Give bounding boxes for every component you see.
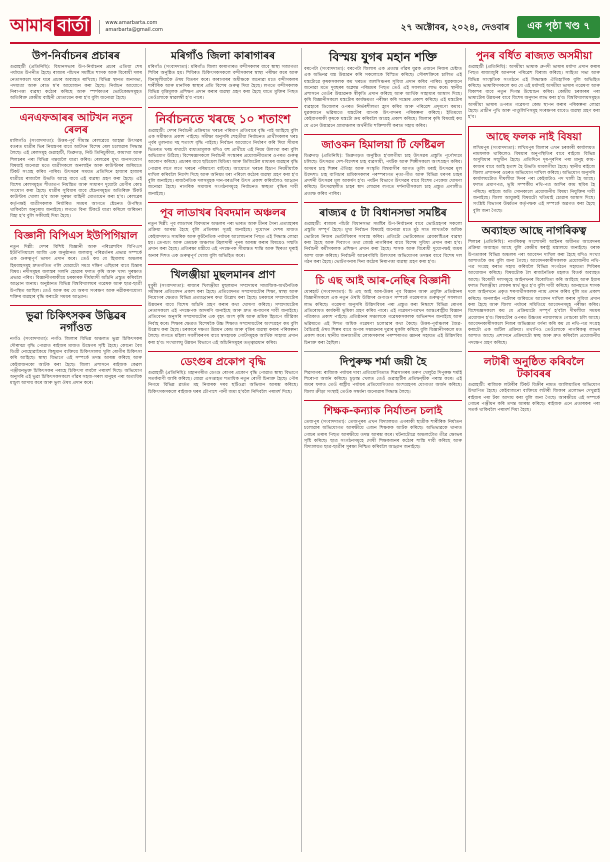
article-body: বৰপেটা (সংবাদদাতা): বৰপেটা জিলাৰ এক প্ৰত্যন্ত গাঁৱৰ যুৱক এজনে নিজৰ চেষ্টাত এক অভিনৱ যন্ত্ৰ উদ্ভাৱন কৰি সকলোকে বিস্মিত কৰিছে। সৌৰশক্তিৰে চালিত এই যন্ত্ৰটোৱে কৃষকসকলক কম খৰচত জলসিঞ্চনৰ সুবিধা প্ৰদান কৰিব পাৰিব। যুৱকজনে জনোৱা মতে দুবছৰৰ অক্লান্ত পৰিশ্ৰমৰ পিছত তেওঁ এই সফলতা লাভ কৰে। স্থানীয় প্ৰশাসনে তেওঁৰ উদ্ভাৱনক স্বীকৃতি প্ৰদান কৰিছে আৰু আৰ্থিক সাহায্যৰ আশ্বাস দিছে। কৃষি বিজ্ঞানীসকলে যন্ত্ৰটোৰ কাৰ্যক্ষমতা পৰীক্ষা কৰি সন্তোষ প্ৰকাশ কৰিছে। এই যন্ত্ৰটোৰ ব্যৱহাৰে ডিজেলৰ ওপৰত নিৰ্ভৰশীলতা হ্ৰাস কৰিব আৰু পৰিৱেশ প্ৰদূষণো কমাব। যুৱকজনে ভৱিষ্যতে যন্ত্ৰটোৰ ব্যাপক উৎপাদনৰ পৰিকল্পনা কৰিছে। ইতিমধ্যে কেইবাগৰাকী কৃষকে যন্ত্ৰটো ক্ৰয় কৰিবলৈ আগ্ৰহ প্ৰকাশ কৰিছে। জিলাৰ কৃষি বিষয়াই কয় যে এনে উদ্ভাৱনে গ্ৰামাঞ্চলৰ অৰ্থনীতি শক্তিশালী কৰাত সহায় কৰিব। [304, 67, 462, 129]
issue-date: ২৭ অক্টোবৰ, ২০২৪, দেওবাৰ [400, 22, 510, 33]
article-headline: নিৰ্বাচনতে খৰছে ১০ শতাংশ [155, 111, 291, 126]
logo-main-text: আমাৰ [10, 16, 53, 36]
article-body: শিৱসাগৰ: ৰাজ্যিক পৰ্যায়ৰ দাবা প্ৰতিযোগিতাত শিৱসাগৰৰ তৰুণ খেলুৱৈ দিপুৰুক্ষ শৰ্মাই শিৰোপা অৰ্জন কৰিছে। চূড়ান্ত খেলত তেওঁ গুৱাহাটীৰ প্ৰতিদ্বন্দ্বীক পৰাস্ত কৰে। এই জয়ৰ ফলত তেওঁ ৰাষ্ট্ৰীয় পৰ্যায়ৰ প্ৰতিযোগিতাত অংশগ্ৰহণৰ যোগ্যতা অৰ্জন কৰিছে। জিলা ক্ৰীড়া সংস্থাই তেওঁক সম্বৰ্ধনা জনোৱাৰ সিদ্ধান্ত লৈছে। [304, 370, 462, 395]
article-wonder-era[interactable] [304, 50, 462, 130]
article-headline: ৰাজ্যৰ ৫ টা বিধানসভা সমষ্টিৰ [319, 207, 447, 220]
article-headline: অব্যাহত আছে নাগৰিকত্ব [481, 224, 587, 237]
column-3 [304, 48, 462, 852]
article-indigenous-muslims[interactable] [148, 269, 298, 347]
article-headline: এনএফআৰৰ আটখন নতুন ৰেলৰ [19, 111, 133, 136]
article-assamese-language[interactable] [468, 50, 600, 122]
article-body: নতুন দিল্লী: পূব লাডাখৰ বিবদমান অঞ্চলৰ পৰা ভাৰত আৰু চীনৰ সৈন্য প্ৰত্যাহাৰৰ প্ৰক্ৰিয়া আৰম্ভ হৈছে বুলি প্ৰতিৰক্ষা সূত্ৰই জনাইছে। দুয়োখন দেশৰ মাজত কেইবাদফাও সামৰিক আৰু কূটনৈতিক পৰ্যায়ৰ আলোচনাৰ পিছত এই সিদ্ধান্ত লোৱা হয়। ডেপচাং আৰু ডেমচক অঞ্চলত টহলদাৰী পুনৰ আৰম্ভ কৰাৰ বিষয়েও সন্মতি প্ৰদান কৰা হৈছে। প্ৰতিৰক্ষা মন্ত্ৰীয়ে এই পদক্ষেপক সীমান্তত শান্তি আৰু স্থিৰতা ঘূৰাই অনাৰ দিশত এক গুৰুত্বপূৰ্ণ খোজ বুলি অভিহিত কৰে। [148, 222, 298, 259]
article-body: শিলচৰ (প্ৰতিনিধি): নাগৰিকত্ব সংশোধনী আইনৰ অধীনত আবেদনৰ প্ৰক্ৰিয়া অব্যাহত আছে বুলি কেন্দ্ৰীয় স্বৰাষ্ট্ৰ মন্ত্ৰালয়ে জনাইছে। বৰাক উপত্যকাৰ বিভিন্ন অঞ্চলৰ পৰা আবেদন দাখিল কৰা হৈছে যদিও সংখ্যা আশাতকৈ কম বুলি জনা গৈছে। আবেদনকাৰীসকলক প্ৰয়োজনীয় নথি-পত্ৰ সংগ্ৰহ কৰাত সহায় কৰিবলৈ বিভিন্ন সংগঠনে সহায়তা শিবিৰৰ আয়োজন কৰিছে। বিষয়টোক লৈ ৰাজনৈতিক মহলত বিতৰ্ক অব্যাহত আছে। বিৰোধী দলসমূহে আইনখনৰ বিৰোধিতা কৰি আহিছে আৰু ইয়াৰ ফলত খিলঞ্জীয়া লোকৰ স্বাৰ্থ ক্ষুণ্ণ হ'ব বুলি দাবী কৰিছে। আনহাতে শাসক দলে আইনখনে প্ৰকৃত শৰণাৰ্থীসকলক ন্যায় প্ৰদান কৰিব বুলি মত প্ৰকাশ কৰিছে। অনলাইন পৰ্টেলৰ জৰিয়তে আবেদন দাখিল কৰাৰ সুবিধা প্ৰদান কৰা হৈছে আৰু জিলা পৰ্যায়ৰ সমিতিয়ে আবেদনসমূহ পৰীক্ষা কৰিব। বিশেষজ্ঞসকলে কয় যে প্ৰক্ৰিয়াটো সম্পূৰ্ণ হ'বলৈ দীঘলীয়া সময়ৰ প্ৰয়োজন হ'ব। বিষয়টোৰ ওপৰত উচ্চতম ন্যায়ালয়ত গোচৰো চলি আছে। আবেদনকাৰীসকলে নিজৰ অভিজ্ঞতা বৰ্ণনা কৰি কয় যে নথি-পত্ৰ সংগ্ৰহ কৰাটো এক জটিল প্ৰক্ৰিয়া। তথাপিও তেওঁলোকে নাগৰিকত্ব লাভৰ আশাত আছে। প্ৰশাসনে প্ৰক্ৰিয়াটো স্বচ্ছ আৰু দ্ৰুত কৰিবলৈ প্ৰয়োজনীয় পদক্ষেপ গ্ৰহণ কৰিছে। [468, 239, 600, 346]
article-teacher-abuse[interactable] [304, 405, 462, 451]
divider [468, 351, 600, 352]
website-link[interactable]: www.amarbarta.com [105, 20, 158, 26]
article-headline: ডেংগুৰ প্ৰকোপ বৃদ্ধি [180, 355, 266, 368]
divider [10, 305, 142, 306]
article-headline: বিজ্ঞানী বিপিএস ইউপিগিয়াল [14, 229, 138, 242]
article-election-campaign[interactable] [10, 50, 142, 103]
article-headline: আছে ফলক নাই বিষয়া [486, 130, 582, 143]
divider [10, 107, 142, 108]
article-body: মৰিগাঁও (সংবাদদাতা): মৰিগাঁও জিলা কাৰাগাৰত বন্দীসকলৰ বাবে স্বাস্থ্য সজাগতা শিবিৰ অনুষ্ঠিত হয়। শিবিৰত চিকিৎসকসকলে বন্দীসকলৰ স্বাস্থ্য পৰীক্ষা কৰে আৰু বিনামূলীয়াকৈ ঔষধ বিতৰণ কৰে। কাৰাগাৰৰ অধীক্ষকে জনোৱা মতে বন্দীসকলৰ শাৰীৰিক আৰু মানসিক স্বাস্থ্যৰ প্ৰতি বিশেষ গুৰুত্ব দিয়া হৈছে। লগতে বন্দীসকলক বিভিন্ন বৃত্তিমূলক প্ৰশিক্ষণ প্ৰদান কৰাৰ ব্যৱস্থা গ্ৰহণ কৰা হৈছে যাতে মুক্তিৰ পিছত তেওঁলোকে স্বাৱলম্বী হ'ব পাৰে। [148, 65, 298, 102]
column-1 [10, 48, 142, 852]
divider [304, 351, 462, 352]
divider [148, 351, 298, 352]
divider [304, 134, 462, 135]
article-body: ধুবুৰী (সংবাদদাতা): ৰাজ্যৰ খিলঞ্জীয়া মুছলমান সম্প্ৰদায়ৰ সামাজিক-অৰ্থনৈতিক সমীক্ষাৰ প্ৰতিবেদন প্ৰকাশ কৰা হৈছে। প্ৰতিবেদনত সম্প্ৰদায়টোৰ শিক্ষা, স্বাস্থ্য আৰু নিয়োগৰ ক্ষেত্ৰত বিভিন্ন প্ৰত্যাহ্বানৰ কথা উল্লেখ কৰা হৈছে। চৰকাৰে সম্প্ৰদায়টোৰ উন্নয়নৰ বাবে বিশেষ আঁচনি গ্ৰহণ কৰাৰ কথা ঘোষণা কৰিছে। সম্প্ৰদায়টোৰ নেতাসকলে এই পদক্ষেপক আদৰণি জনাইছে আৰু দ্ৰুত ৰূপায়ণৰ দাবী জনাইছে। প্ৰতিবেদন অনুসৰি সম্প্ৰদায়টোৰ এক বৃহৎ অংশ কৃষি আৰু শ্ৰমিক হিচাপে জীৱিকা নিৰ্বাহ কৰে। শিক্ষাৰ ক্ষেত্ৰত বিশেষকৈ উচ্চ শিক্ষাত সম্প্ৰদায়টোৰ অংশগ্ৰহণ কম বুলি উল্লেখ কৰা হৈছে। চৰকাৰে দক্ষতা উন্নয়ন কেন্দ্ৰ আৰু বৃত্তিৰ ব্যৱস্থা কৰাৰ পৰিকল্পনা লৈছে। লগতে মহিলা সবলীকৰণৰ বাবে স্বসহায়ক গোটসমূহক আৰ্থিক সাহায্য প্ৰদান কৰা হ'ব। সংখ্যালঘু উন্নয়ন বিভাগে এই আঁচনিসমূহৰ তত্ত্বাৱধান কৰিব। [148, 283, 298, 346]
article-body: নগাঁও (সংবাদদাতা): নগাঁও জিলাৰ বিভিন্ন অঞ্চলত ভুৱা চিকিৎসকৰ দৌৰাত্ম্য বৃদ্ধি পোৱাত ৰাইজৰ মাজত উদ্বেগৰ সৃষ্টি হৈছে। কোনো বৈধ ডিগ্ৰী নোহোৱাকৈয়ে কিছুমান ব্যক্তিয়ে চিকিৎসালয় খুলি ৰোগীৰ চিকিৎসা কৰি আহিছে। স্বাস্থ্য বিভাগে এই সম্পৰ্কে তদন্ত আৰম্ভ কৰিছে আৰু কেইবাজনকো আটক কৰা হৈছে। জিলা প্ৰশাসনে ৰাইজক কেৱল পঞ্জীয়নভুক্ত চিকিৎসকৰ পৰাহে চিকিৎসা লবলৈ পৰামৰ্শ দিছে। অভিযোগ অনুসৰি এই ভুৱা চিকিৎসকসকলে গাঁৱৰ সহজ-সৰল মানুহৰ পৰা অত্যধিক মাচুল আদায় কৰে আৰু ভুল ঔষধ প্ৰদান কৰে। [10, 337, 142, 387]
divider [304, 270, 462, 271]
article-headline: উপ-নিৰ্বাচনৰ প্ৰচাৰৰ [32, 50, 120, 62]
column-2 [148, 48, 298, 852]
article-tea-festival[interactable] [304, 139, 462, 198]
divider [148, 202, 298, 203]
article-csir-scientists[interactable] [304, 275, 462, 347]
divider [148, 107, 298, 108]
column-4 [468, 48, 600, 852]
newspaper-logo [10, 13, 91, 41]
article-scientist[interactable] [10, 230, 142, 302]
article-body: গুৱাহাটী: ৰাজ্যিক লটাৰীৰ টিকট বিক্ৰীৰ নামত জালিয়াতিৰ অভিযোগ উত্থাপিত হৈছে। কেইবাজনো ব্যক্তিয়ে লটাৰী জিকাৰ প্ৰলোভন দেখুৱাই ৰাইজৰ পৰা টকা আদায় কৰা বুলি জনা গৈছে। আৰক্ষীয়ে এই সম্পৰ্কে গোচৰ পঞ্জীয়ন কৰি তদন্ত আৰম্ভ কৰিছে। ৰাইজক এনে প্ৰতাৰকৰ পৰা সতৰ্ক থাকিবলৈ পৰামৰ্শ দিয়া হৈছে। [468, 382, 600, 414]
article-headline: পূব লাডাখৰ বিবদমান অঞ্চলৰ [160, 207, 286, 220]
article-headline: বিস্ময় যুগৰ মহান শক্তি [329, 50, 437, 64]
article-headline: ভুৱা চিকিৎসকৰ উদ্ভিৱৰ নগাঁওত [25, 310, 127, 335]
article-headline: খিলঞ্জীয়া মুছলমানৰ প্ৰাণ [170, 268, 276, 281]
article-body: মালিগাঁও (সংবাদদাতা): উত্তৰ-পূৰ্ব সীমান্ত ৰেলৱেয়ে আহন্তা উৎসৱৰ বতৰত যাত্ৰীৰ ভিৰ নিয়ন্ত্ৰণৰ বাবে আটখন বিশেষ ৰেল চলোৱাৰ সিদ্ধান্ত লৈছে। এই ৰেলসমূহ গুৱাহাটী, ডিব্ৰুগড়, নিউ তিনিচুকীয়া, কামাখ্যা আৰু শিলচৰৰ পৰা বিভিন্ন গন্তব্যলৈ যাত্ৰা কৰিব। ৰেলৱেৰ মুখ্য জনসংযোগ বিষয়াই জনোৱা মতে যাত্ৰীসকলে অনলাইন আৰু কাউণ্টাৰৰ জৰিয়তে টিকট সংগ্ৰহ কৰিব পাৰিব। উৎসৱৰ সময়ত প্ৰতিদিনে হাজাৰ হাজাৰ যাত্ৰীয়ে ৰাজ্যলৈ উভতি আহে বাবে এই ব্যৱস্থা গ্ৰহণ কৰা হৈছে। এই বিশেষ ৰেলসমূহত শীতাতপ নিয়ন্ত্ৰিত আৰু সাধাৰণ দুয়োটা শ্ৰেণীৰ কোচ সংযোগ কৰা হৈছে। যাত্ৰীৰ সুবিধাৰ বাবে ষ্টেচনসমূহত অতিৰিক্ত টিকট কাউণ্টাৰ খোলা হ'ব আৰু সুৰক্ষা বাহিনী মোতায়েন কৰা হ'ব। ৰেলৱেৰ কৰ্তৃপক্ষই যাত্ৰীসকলক নিৰ্ধাৰিত সময়ৰ আগতে ষ্টেচনত উপস্থিত থাকিবলৈ অনুৰোধ জনাইছে। লগতে বিনা টিকটে যাত্ৰা কৰিলে জৰিমনা বিহা হ'ব বুলি সকীয়াই দিয়া হৈছে। [10, 138, 142, 220]
article-body: লখিমপুৰ (সংবাদদাতা): লখিমপুৰ জিলাৰ এখন চৰকাৰী কাৰ্যালয়ত নামফলক থাকিলেও বিষয়াৰ অনুপস্থিতিৰ বাবে ৰাইজে বিভিন্ন অসুবিধাৰ সন্মুখীন হৈছে। প্ৰতিদিনে দূৰ-দূৰণিৰ পৰা মানুহ কাম-কাজৰ বাবে আহি হতাশ হৈ উভতি যাবলগীয়া হৈছে। স্থানীয় ৰাইজে জিলা প্ৰশাসনৰ ওচৰত অভিযোগ দাখিল কৰিছে। অভিযোগ অনুসৰি কাৰ্যালয়টোত দীঘলীয়া দিনৰ পৰা কেইবাটাও পদ খালী হৈ আছে। ফলত প্ৰমাণপত্ৰ, ভূমি সম্পৰ্কীয় নথি-পত্ৰ আদিৰ কাম স্থবিৰ হৈ পৰিছে। ৰাইজে অতি সোনকালে প্ৰয়োজনীয় বিষয়া নিযুক্তিৰ দাবী জনাইছে। জিলা আয়ুক্তই বিষয়টো খতিয়াই চোৱাৰ আশ্বাস দিছে। সংশ্লিষ্ট বিভাগৰ উৰ্ধ্বতন কৰ্তৃপক্ষক এই সম্পৰ্কে অৱগত কৰা হৈছে বুলি জনা গৈছে। [473, 145, 595, 214]
article-body: গুৱাহাটী: ৰাজ্যৰ পাঁচটা বিধানসভা সমষ্টিৰ উপ-নিৰ্বাচনৰ বাবে ভোটগ্ৰহণৰ সকলো প্ৰস্তুতি সম্পূৰ্ণ হৈছে। মুখ্য নিৰ্বাচন বিষয়াই জনোৱা মতে মুঠ সাত লাখতকৈ অধিক ভোটাৰে নিজৰ ভোটাধিকাৰ সাব্যস্ত কৰিব। প্ৰতিটো ভোটকেন্দ্ৰত ৱেবকাষ্টিঙৰ ব্যৱস্থা কৰা হৈছে আৰু দিব্যাংগ তথা জ্যেষ্ঠ নাগৰিকৰ বাবে বিশেষ সুবিধা প্ৰদান কৰা হ'ব। নিৰ্বাচনী কৰ্মীসকলক প্ৰশিক্ষণ প্ৰদান কৰা হৈছে। শাসক আৰু বিৰোধী দুয়োপক্ষই জয়ৰ আশা ব্যক্ত কৰিছে। নিৰ্বাচনী আচৰণবিধি উলংঘাৰ অভিযোগৰ তদন্তৰ বাবে বিশেষ দল গঠন কৰা হৈছে। ভোটগণনাৰ দিনা কঠোৰ নিৰাপত্তা ব্যৱস্থা গ্ৰহণ কৰা হ'ব। [304, 222, 462, 265]
article-lottery[interactable] [468, 356, 600, 414]
page-number-badge: এক পৃষ্ঠা খণ্ড ৭ [517, 16, 600, 38]
article-morigaon-jail[interactable] [148, 50, 298, 103]
article-body: নতুন দিল্লী: দেশৰ বিশিষ্ট বিজ্ঞানী আৰু পৰিৱেশবিদ বিপিএস ইউপিগিয়ালে আজি এক অনুষ্ঠানত জলবায়ু পৰিৱৰ্তনৰ প্ৰভাৱ সম্পৰ্কে এক গুৰুত্বপূৰ্ণ ভাষণ প্ৰদান কৰে। তেওঁ কয় যে হিমালয় অঞ্চলৰ হিমবাহসমূহ দ্ৰুতগতিত গলি যোৱাটো সমগ্ৰ দক্ষিণ এছিয়াৰ বাবে চিন্তাৰ বিষয়। নদীসমূহৰ জলস্তৰ সলনি হোৱাৰ ফলত কৃষি আৰু খাদ্য সুৰক্ষাত প্ৰভাৱ পৰিব। বিজ্ঞানীগৰাকীয়ে চৰকাৰক দীৰ্ঘম্যাদী আঁচনি প্ৰস্তুত কৰিবলৈ আহ্বান জনায়। অনুষ্ঠানত বিভিন্ন বিশ্ববিদ্যালয়ৰ গৱেষক আৰু ছাত্ৰ-ছাত্ৰী উপস্থিত আছিল। তেওঁ আৰু কয় যে অৰণ্য সংৰক্ষণ আৰু নৱীকৰণযোগ্য শক্তিৰ ব্যৱহাৰ বৃদ্ধি কৰাটো সময়ৰ আহ্বান। [10, 244, 142, 301]
article-body: গুৱাহাটী (প্ৰতিনিধি): মহানগৰীত ডেংগু ৰোগৰ প্ৰকোপ বৃদ্ধি পোৱাত স্বাস্থ্য বিভাগে সতৰ্কবাণী জাৰি কৰিছে। যোৱা এসপ্তাহত শতাধিক নতুন ৰোগী চিনাক্ত হৈছে। পৌৰ নিগমে বিভিন্ন ৱাৰ্ডত মহ নিবাৰক দৰব ছটিওৱা অভিযান আৰম্ভ কৰিছে। চিকিৎসকসকলে ৰাইজক ঘৰৰ চৌপাশে পানী জমা হ'বলৈ নিদিবলৈ পৰামৰ্শ দিছে। [148, 370, 298, 395]
article-nfr-trains[interactable] [10, 112, 142, 221]
article-headline: দিপুৰুক্ষ শৰ্মা জয়ী হৈ [339, 355, 427, 368]
article-election-expense[interactable] [148, 112, 298, 198]
article-body: গুৱাহাটী (প্ৰতিনিধি): অসমীয়া ভাষাক ধ্ৰুপদী ভাষাৰ মৰ্যাদা প্ৰদান কৰাৰ পিছত ৰাজ্যজুৰি আনন্দৰ পৰিৱেশ বিৰাজ কৰিছে। সাহিত্য সভা আৰু বিভিন্ন সাংস্কৃতিক সংগঠনে এই সিদ্ধান্তক ঐতিহাসিক বুলি অভিহিত কৰিছে। ভাষাবিদসকলে কয় যে এই মৰ্যাদাই অসমীয়া ভাষাৰ গৱেষণা আৰু বিকাশৰ বাবে নতুন দিগন্ত উন্মোচন কৰিব। কেন্দ্ৰীয় চৰকাৰৰ পৰা ভাষাটোৰ উন্নয়নৰ বাবে বিশেষ অনুদান লাভ কৰা হ'ব। বিশ্ববিদ্যালয়সমূহত অসমীয়া ভাষাৰ ওপৰত গৱেষণা কেন্দ্ৰ স্থাপন কৰাৰ পৰিকল্পনা লোৱা হৈছে। প্ৰাচীন পুথি আৰু পাণ্ডুলিপিসমূহ সংৰক্ষণৰ বাবেও ব্যৱস্থা গ্ৰহণ কৰা হ'ব। [468, 65, 600, 121]
column-separator [301, 48, 302, 852]
article-headline: পুনৰ বৰ্ধিত ৰাজ্যত অসমীয়া [475, 50, 593, 62]
article-headline: জাওকন হিমালয়া টি ফেষ্টিৱল [321, 138, 445, 151]
article-fake-doctors[interactable] [10, 310, 142, 387]
article-headline: মৰিগাঁও জিলা কাৰাগাৰৰ [170, 50, 276, 62]
article-body: তেজপুৰ (সংবাদদাতা): তেজপুৰৰ এখন বিদ্যালয়ত এগৰাকী ছাত্ৰীক শাৰীৰিক নিৰ্যাতন চলোৱাৰ অভিযোগত আৰক্ষীয়ে এজন শিক্ষকক আটক কৰিছে। অভিভাৱকে থানাত গোচৰ তৰাৰ পিছত আৰক্ষীয়ে তদন্ত আৰম্ভ কৰে। ঘটনাটোৱে অঞ্চলটোত তীব্ৰ ক্ষোভৰ সৃষ্টি কৰিছে। ছাত্ৰ সংগঠনসমূহে দোষী শিক্ষকজনৰ কঠোৰ শাস্তি দাবী কৰিছে আৰু বিদ্যালয়ত ছাত্ৰ-ছাত্ৰীৰ সুৰক্ষা নিশ্চিত কৰিবলৈ আহ্বান জনাইছে। [304, 419, 462, 451]
masthead [10, 12, 600, 44]
article-body: গুৱাহাটী: দেশৰ নিৰ্বাচনী প্ৰক্ৰিয়াত খৰচৰ পৰিমাণ প্ৰতিবাৰে বৃদ্ধি পাই আহিছে বুলি এক সমীক্ষাত প্ৰকাশ পাইছে। সমীক্ষা অনুসৰি শেহতীয়া নিৰ্বাচনত প্ৰাৰ্থীসকলৰ খৰচ পূৰ্বৰ তুলনাত দহ শতাংশ বৃদ্ধি পাইছে। নিৰ্বাচন আয়োগে নিৰ্ধাৰণ কৰি দিয়া সীমাৰ ভিতৰত খৰচ ৰখাটো বাধ্যতামূলক যদিও বহু প্ৰাৰ্থীয়ে এই নিয়ম উলংঘা কৰা বুলি অভিযোগ উঠিছে। বিশেষজ্ঞসকলে নিৰ্বাচনী সংস্কাৰৰ প্ৰয়োজনীয়তাৰ ওপৰত গুৰুত্ব আৰোপ কৰিছে। প্ৰচাৰৰ বাবে ছচিয়েল মিডিয়া আৰু ডিজিটেল মাধ্যমৰ ব্যৱহাৰ বৃদ্ধি পোৱাৰ লগে লগে খৰচৰ পৰিমাণো বাঢ়িছে। আয়োগে খৰচৰ হিচাপ নিয়মীয়াকৈ দাখিল কৰিবলৈ নিৰ্দেশ দিছে আৰু অনিয়ম ধৰা পৰিলে কঠোৰ ব্যৱস্থা গ্ৰহণ কৰা হ'ব বুলি জনাইছে। ৰাজনৈতিক দলসমূহক দান-বৰঙণিৰ উৎস প্ৰকাশ কৰিবলৈও আহ্বান জনোৱা হৈছে। নাগৰিক সমাজৰ সংগঠনসমূহে নিৰ্বাচনত স্বচ্ছতা বৃদ্ধিৰ দাবী জনাইছে। [148, 128, 298, 197]
divider [10, 225, 142, 226]
article-citizenship[interactable] [468, 225, 600, 347]
article-by-election[interactable] [304, 207, 462, 266]
logo-meta [99, 20, 163, 34]
article-headline: শিক্ষক-কন্যাক নিৰ্যাতন চলাই [323, 404, 443, 417]
article-body: যোৰহাট (সংবাদদাতা): চি এছ আই আৰ-উত্তৰ পূব বিজ্ঞান আৰু প্ৰযুক্তি প্ৰতিষ্ঠানৰ বিজ্ঞানীসকলে এক নতুন ঔষধি উদ্ভিদৰ গুণাগুণ সম্পৰ্কে গৱেষণাত গুৰুত্বপূৰ্ণ সফলতা লাভ কৰিছে। গৱেষণা অনুসৰি উদ্ভিদবিধৰ পৰা প্ৰস্তুত কৰা নিষ্কাশে বিভিন্ন ৰোগৰ প্ৰতিৰোধত কাৰ্যকৰী ভূমিকা গ্ৰহণ কৰিব পাৰে। এই গৱেষণাপত্ৰখন আন্তঃৰাষ্ট্ৰীয় বিজ্ঞান পত্ৰিকাত প্ৰকাশ পাইছে। প্ৰতিষ্ঠানৰ সঞ্চালকে গৱেষকসকলক অভিনন্দন জনাইছে আৰু ভৱিষ্যতে এই দিশত অধিক গৱেষণা চলোৱাৰ কথা কৈছে। উত্তৰ-পূৰ্বাঞ্চলৰ জৈৱ-বৈচিত্ৰ্যই ঔষধ শিল্পৰ বাবে অপাৰ সম্ভাৱনাৰ দুৱাৰ মুকলি কৰিছে বুলি বিজ্ঞানীসকলে মত প্ৰকাশ কৰে। স্থানীয় জনজাতীয় লোকসকলৰ পৰম্পৰাগত জ্ঞানৰ সহায়ত এই উদ্ভিদবিধ চিনাক্ত কৰা হৈছিল। [304, 290, 462, 346]
divider [304, 202, 462, 203]
divider [148, 264, 298, 265]
article-headline: লটাৰী অনুষ্ঠিত কৰিবলৈ টকাবৰৰ [483, 355, 585, 380]
article-ladakh[interactable] [148, 207, 298, 260]
article-office-vacancy[interactable] [473, 131, 595, 215]
column-separator [465, 48, 466, 852]
article-box [468, 126, 600, 222]
divider [304, 400, 462, 401]
logo-box-text: বাৰ্তা [54, 16, 91, 36]
article-body: ডিব্ৰুগড় (প্ৰতিনিধি): ডিব্ৰুগড়ত অনুষ্ঠিত হ'বলগীয়া চাহ উৎসৱৰ প্ৰস্তুতি পূৰ্ণোদ্যমে চলিছে। উৎসৱত দেশ-বিদেশৰ চাহ ব্যৱসায়ী, পৰ্যটক আৰু শিল্পীসকলে অংশগ্ৰহণ কৰিব। অসমৰ চাহ শিল্পৰ ঐতিহ্য আৰু সংস্কৃতি বিশ্ববাসীৰ আগত তুলি ধৰাই উৎসৱৰ মূল উদ্দেশ্য। চাহ বাগিচাৰ শ্ৰমিকসকলৰ পৰম্পৰাগত নৃত্য-গীত আৰু বিভিন্ন ধৰণৰ চাহৰ প্ৰদৰ্শনী উৎসৱৰ মূল আকৰ্ষণ হ'ব। পৰ্যটন বিভাগে উৎসৱৰ বাবে বিশেষ পেকেজ ঘোষণা কৰিছে। উৎসৱস্থলীত চাহৰ স্বাদ লোৱাৰ লগতে দৰ্শনাৰ্থীসকলে চাহ প্ৰস্তুত প্ৰণালীও প্ৰত্যক্ষ কৰিব পাৰিব। [304, 153, 462, 197]
column-separator [145, 48, 146, 852]
article-chess-winner[interactable] [304, 356, 462, 396]
article-body: গুৱাহাটী (প্ৰতিনিধি): বিধানসভাৰ উপ-নিৰ্বাচনৰ প্ৰচাৰ এতিয়া শেষ পৰ্যায়ত উপনীত হৈছে। ৰাজ্যৰ পাঁচখন সমষ্টিত শাসক আৰু বিৰোধী দলৰ নেতাসকলে ঘৰে ঘৰে প্ৰচাৰ অব্যাহত ৰাখিছে। বিভিন্ন স্থানত জনসভা, পদযাত্ৰা আৰু ৰোড শ্ব'ৰ আয়োজন কৰা হৈছে। নিৰ্বাচন আয়োগে নিৰাপত্তা ব্যৱস্থা কঠোৰ কৰিছে আৰু স্পৰ্শকাতৰ ভোটকেন্দ্ৰসমূহত অতিৰিক্ত কেন্দ্ৰীয় বাহিনী মোতায়েন কৰা হ'ব বুলি জনোৱা হৈছে। [10, 65, 142, 102]
article-dengue[interactable] [148, 356, 298, 396]
article-headline: চি এছ আই আৰ-নেছিৰ বিজ্ঞানী [315, 275, 451, 288]
email-link[interactable]: amarbarta@gmail.com [105, 27, 163, 33]
